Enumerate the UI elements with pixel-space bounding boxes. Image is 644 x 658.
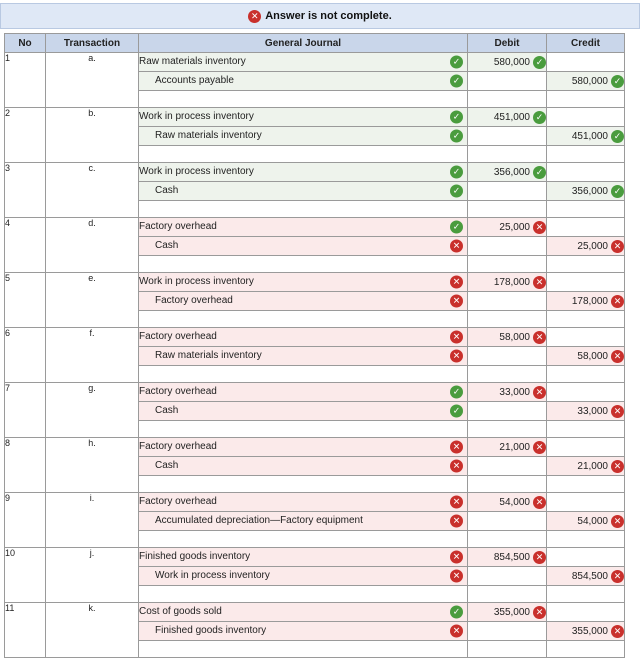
debit-amount-field[interactable] — [468, 53, 547, 72]
blank-debit-field[interactable] — [468, 586, 547, 603]
error-icon: ✕ — [533, 496, 546, 509]
account-status — [450, 166, 463, 179]
blank-debit-field[interactable] — [468, 421, 547, 438]
journal-entry-debit-row — [5, 163, 625, 182]
checkmark-icon: ✓ — [450, 221, 463, 234]
entry-number: 9 — [5, 493, 46, 548]
debit-account-field[interactable] — [139, 108, 468, 127]
error-icon: ✕ — [533, 221, 546, 234]
debit-amount-field[interactable] — [468, 493, 547, 512]
blank-account-field[interactable] — [139, 256, 468, 273]
debit-amount: 33,000 — [499, 386, 530, 398]
account-status — [450, 56, 463, 69]
checkmark-icon: ✓ — [450, 185, 463, 198]
table-header-row — [5, 34, 625, 53]
account-status — [450, 350, 463, 363]
debit-amount-field[interactable] — [468, 218, 547, 237]
entry-number: 6 — [5, 328, 46, 383]
blank-credit-field[interactable] — [547, 421, 625, 438]
error-icon: ✕ — [611, 625, 624, 638]
account-name: Accounts payable — [155, 75, 234, 87]
credit-amount-field[interactable] — [547, 292, 625, 311]
entry-number: 2 — [5, 108, 46, 163]
credit-amount: 25,000 — [577, 240, 608, 252]
debit-amount-field-empty[interactable] — [468, 182, 547, 201]
credit-amount-field[interactable] — [547, 72, 625, 91]
blank-debit-field[interactable] — [468, 476, 547, 493]
credit-amount-field-empty[interactable] — [547, 383, 625, 402]
error-icon: ✕ — [450, 625, 463, 638]
journal-entry-debit-row — [5, 438, 625, 457]
credit-account-field[interactable] — [139, 237, 468, 256]
credit-account-field[interactable] — [139, 347, 468, 366]
checkmark-icon: ✓ — [611, 130, 624, 143]
column-header-transaction: Transaction — [46, 34, 139, 53]
debit-account-field[interactable] — [139, 328, 468, 347]
column-header-general-journal: General Journal — [139, 34, 468, 53]
checkmark-icon: ✓ — [450, 606, 463, 619]
blank-debit-field[interactable] — [468, 311, 547, 328]
blank-debit-field[interactable] — [468, 641, 547, 658]
account-name: Finished goods inventory — [155, 625, 267, 637]
debit-account-field[interactable] — [139, 273, 468, 292]
entry-number: 1 — [5, 53, 46, 108]
debit-account-field[interactable] — [139, 218, 468, 237]
account-status — [450, 295, 463, 308]
journal-entry-debit-row — [5, 548, 625, 567]
blank-credit-field[interactable] — [547, 91, 625, 108]
journal-body — [5, 53, 625, 658]
status-banner — [0, 3, 640, 29]
credit-amount-field[interactable] — [547, 182, 625, 201]
credit-amount-field[interactable] — [547, 457, 625, 476]
account-name: Cash — [155, 405, 179, 417]
blank-debit-field[interactable] — [468, 531, 547, 548]
debit-account-field[interactable] — [139, 438, 468, 457]
account-status — [450, 221, 463, 234]
account-status — [450, 240, 463, 253]
account-name: Work in process inventory — [139, 111, 254, 123]
error-icon: ✕ — [450, 460, 463, 473]
account-name: Factory overhead — [139, 386, 217, 398]
transaction-label: d. — [46, 218, 139, 273]
blank-credit-field[interactable] — [547, 201, 625, 218]
checkmark-icon: ✓ — [450, 405, 463, 418]
error-icon: ✕ — [450, 350, 463, 363]
debit-amount-field-empty[interactable] — [468, 567, 547, 586]
account-status — [450, 386, 463, 399]
error-icon: ✕ — [611, 515, 624, 528]
debit-amount-field-empty[interactable] — [468, 127, 547, 146]
journal-entry-debit-row — [5, 273, 625, 292]
error-icon: ✕ — [450, 295, 463, 308]
debit-amount-field-empty[interactable] — [468, 292, 547, 311]
debit-account-field[interactable] — [139, 603, 468, 622]
blank-credit-field[interactable] — [547, 586, 625, 603]
account-status — [450, 331, 463, 344]
checkmark-icon: ✓ — [450, 75, 463, 88]
column-header-credit: Credit — [547, 34, 625, 53]
credit-amount: 355,000 — [571, 625, 608, 637]
debit-account-field[interactable] — [139, 493, 468, 512]
error-icon: ✕ — [533, 386, 546, 399]
entry-number: 8 — [5, 438, 46, 493]
credit-amount: 854,500 — [571, 570, 608, 582]
account-name: Factory overhead — [139, 441, 217, 453]
checkmark-icon: ✓ — [450, 130, 463, 143]
credit-amount: 580,000 — [571, 75, 608, 87]
credit-amount: 451,000 — [571, 130, 608, 142]
account-name: Factory overhead — [139, 496, 217, 508]
credit-amount: 33,000 — [577, 405, 608, 417]
transaction-label: h. — [46, 438, 139, 493]
debit-amount-field-empty[interactable] — [468, 457, 547, 476]
debit-account-field[interactable] — [139, 163, 468, 182]
journal-table — [4, 33, 625, 658]
credit-amount-field-empty[interactable] — [547, 163, 625, 182]
blank-credit-field[interactable] — [547, 476, 625, 493]
account-status — [450, 111, 463, 124]
debit-amount-field-empty[interactable] — [468, 237, 547, 256]
credit-amount-field[interactable] — [547, 237, 625, 256]
debit-amount-field-empty[interactable] — [468, 512, 547, 531]
transaction-label: e. — [46, 273, 139, 328]
journal-entry-debit-row — [5, 603, 625, 622]
entry-number: 3 — [5, 163, 46, 218]
credit-amount: 21,000 — [577, 460, 608, 472]
error-icon: ✕ — [611, 350, 624, 363]
account-status — [450, 625, 463, 638]
account-name: Accumulated depreciation—Factory equipment — [155, 515, 363, 527]
checkmark-icon: ✓ — [611, 75, 624, 88]
error-icon: ✕ — [533, 276, 546, 289]
journal-entry-debit-row — [5, 53, 625, 72]
account-status — [450, 606, 463, 619]
blank-credit-field[interactable] — [547, 641, 625, 658]
transaction-label: i. — [46, 493, 139, 548]
account-name: Factory overhead — [139, 221, 217, 233]
credit-account-field[interactable] — [139, 457, 468, 476]
entry-number: 10 — [5, 548, 46, 603]
debit-amount: 580,000 — [493, 56, 530, 68]
error-icon: ✕ — [450, 515, 463, 528]
account-name: Finished goods inventory — [139, 551, 251, 563]
account-name: Raw materials inventory — [139, 56, 246, 68]
blank-debit-field[interactable] — [468, 146, 547, 163]
debit-amount-field-empty[interactable] — [468, 347, 547, 366]
account-name: Cash — [155, 460, 179, 472]
blank-credit-field[interactable] — [547, 366, 625, 383]
error-icon: ✕ — [533, 441, 546, 454]
error-icon: ✕ — [533, 551, 546, 564]
credit-amount-field-empty[interactable] — [547, 603, 625, 622]
credit-amount-field-empty[interactable] — [547, 328, 625, 347]
debit-amount-field-empty[interactable] — [468, 622, 547, 641]
credit-amount-field[interactable] — [547, 622, 625, 641]
credit-amount-field-empty[interactable] — [547, 218, 625, 237]
transaction-label: b. — [46, 108, 139, 163]
debit-amount-field[interactable] — [468, 603, 547, 622]
credit-account-field[interactable] — [139, 127, 468, 146]
credit-amount-field-empty[interactable] — [547, 548, 625, 567]
error-icon: ✕ — [450, 496, 463, 509]
credit-amount: 178,000 — [571, 295, 608, 307]
blank-credit-field[interactable] — [547, 146, 625, 163]
account-status — [450, 75, 463, 88]
credit-account-field[interactable] — [139, 292, 468, 311]
blank-account-field[interactable] — [139, 366, 468, 383]
error-icon: ✕ — [611, 295, 624, 308]
credit-amount: 54,000 — [577, 515, 608, 527]
checkmark-icon: ✓ — [533, 56, 546, 69]
blank-account-field[interactable] — [139, 201, 468, 218]
blank-account-field[interactable] — [139, 531, 468, 548]
debit-amount: 356,000 — [493, 166, 530, 178]
debit-amount-field[interactable] — [468, 163, 547, 182]
debit-amount-field[interactable] — [468, 273, 547, 292]
credit-amount-field-empty[interactable] — [547, 273, 625, 292]
checkmark-icon: ✓ — [611, 185, 624, 198]
debit-amount: 21,000 — [499, 441, 530, 453]
error-icon: ✕ — [611, 570, 624, 583]
credit-account-field[interactable] — [139, 622, 468, 641]
entry-number: 5 — [5, 273, 46, 328]
debit-amount-field-empty[interactable] — [468, 402, 547, 421]
blank-debit-field[interactable] — [468, 201, 547, 218]
blank-account-field[interactable] — [139, 311, 468, 328]
account-status — [450, 515, 463, 528]
account-status — [450, 185, 463, 198]
credit-amount-field[interactable] — [547, 127, 625, 146]
blank-debit-field[interactable] — [468, 256, 547, 273]
credit-amount-field[interactable] — [547, 512, 625, 531]
transaction-label: k. — [46, 603, 139, 658]
banner-text: Answer is not complete. — [265, 10, 392, 22]
debit-amount: 58,000 — [499, 331, 530, 343]
debit-amount-field[interactable] — [468, 328, 547, 347]
blank-account-field[interactable] — [139, 146, 468, 163]
journal-entry-debit-row — [5, 108, 625, 127]
checkmark-icon: ✓ — [450, 111, 463, 124]
credit-amount-field-empty[interactable] — [547, 493, 625, 512]
account-name: Cash — [155, 185, 179, 197]
debit-account-field[interactable] — [139, 53, 468, 72]
error-icon: ✕ — [533, 606, 546, 619]
journal-entry-debit-row — [5, 383, 625, 402]
credit-amount: 58,000 — [577, 350, 608, 362]
error-icon: ✕ — [533, 331, 546, 344]
blank-debit-field[interactable] — [468, 366, 547, 383]
journal-entry-debit-row — [5, 328, 625, 347]
account-status — [450, 441, 463, 454]
debit-amount-field-empty[interactable] — [468, 72, 547, 91]
account-name: Work in process inventory — [139, 166, 254, 178]
debit-amount-field[interactable] — [468, 108, 547, 127]
transaction-label: c. — [46, 163, 139, 218]
transaction-label: f. — [46, 328, 139, 383]
column-header-debit: Debit — [468, 34, 547, 53]
account-name: Raw materials inventory — [155, 130, 262, 142]
credit-account-field[interactable] — [139, 402, 468, 421]
credit-account-field[interactable] — [139, 72, 468, 91]
account-name: Factory overhead — [139, 331, 217, 343]
account-status — [450, 130, 463, 143]
blank-credit-field[interactable] — [547, 256, 625, 273]
account-name: Factory overhead — [155, 295, 233, 307]
transaction-label: j. — [46, 548, 139, 603]
checkmark-icon: ✓ — [533, 166, 546, 179]
account-name: Cash — [155, 240, 179, 252]
checkmark-icon: ✓ — [533, 111, 546, 124]
error-icon: ✕ — [450, 276, 463, 289]
credit-account-field[interactable] — [139, 182, 468, 201]
checkmark-icon: ✓ — [450, 56, 463, 69]
account-name: Cost of goods sold — [139, 606, 222, 618]
credit-amount-field-empty[interactable] — [547, 438, 625, 457]
debit-amount-field[interactable] — [468, 438, 547, 457]
debit-amount: 178,000 — [493, 276, 530, 288]
debit-amount-field[interactable] — [468, 548, 547, 567]
error-icon: ✕ — [450, 570, 463, 583]
credit-amount-field-empty[interactable] — [547, 108, 625, 127]
journal-entry-debit-row — [5, 493, 625, 512]
entry-number: 4 — [5, 218, 46, 273]
error-icon: ✕ — [450, 441, 463, 454]
debit-account-field[interactable] — [139, 548, 468, 567]
debit-amount: 25,000 — [499, 221, 530, 233]
entry-number: 11 — [5, 603, 46, 658]
transaction-label: g. — [46, 383, 139, 438]
blank-credit-field[interactable] — [547, 311, 625, 328]
account-name: Work in process inventory — [155, 570, 270, 582]
error-icon: ✕ — [450, 331, 463, 344]
column-header-no: No — [5, 34, 46, 53]
checkmark-icon: ✓ — [450, 166, 463, 179]
debit-amount: 854,500 — [493, 551, 530, 563]
credit-amount-field-empty[interactable] — [547, 53, 625, 72]
error-icon: ✕ — [450, 240, 463, 253]
error-icon: ✕ — [450, 551, 463, 564]
credit-account-field[interactable] — [139, 567, 468, 586]
debit-amount: 355,000 — [493, 606, 530, 618]
account-status — [450, 570, 463, 583]
account-status — [450, 460, 463, 473]
blank-debit-field[interactable] — [468, 91, 547, 108]
debit-amount: 451,000 — [493, 111, 530, 123]
account-name: Work in process inventory — [139, 276, 254, 288]
error-icon: ✕ — [611, 240, 624, 253]
blank-account-field[interactable] — [139, 641, 468, 658]
error-icon: ✕ — [611, 460, 624, 473]
account-status — [450, 551, 463, 564]
credit-amount-field[interactable] — [547, 347, 625, 366]
blank-account-field[interactable] — [139, 91, 468, 108]
debit-amount-field[interactable] — [468, 383, 547, 402]
account-status — [450, 405, 463, 418]
credit-account-field[interactable] — [139, 512, 468, 531]
entry-number: 7 — [5, 383, 46, 438]
credit-amount: 356,000 — [571, 185, 608, 197]
journal-entry-debit-row — [5, 218, 625, 237]
checkmark-icon: ✓ — [450, 386, 463, 399]
blank-account-field[interactable] — [139, 586, 468, 603]
account-status — [450, 276, 463, 289]
blank-account-field[interactable] — [139, 476, 468, 493]
account-name: Raw materials inventory — [155, 350, 262, 362]
error-icon: ✕ — [248, 10, 261, 23]
debit-account-field[interactable] — [139, 383, 468, 402]
blank-account-field[interactable] — [139, 421, 468, 438]
transaction-label: a. — [46, 53, 139, 108]
error-icon: ✕ — [611, 405, 624, 418]
blank-credit-field[interactable] — [547, 531, 625, 548]
credit-amount-field[interactable] — [547, 402, 625, 421]
debit-amount: 54,000 — [499, 496, 530, 508]
account-status — [450, 496, 463, 509]
credit-amount-field[interactable] — [547, 567, 625, 586]
